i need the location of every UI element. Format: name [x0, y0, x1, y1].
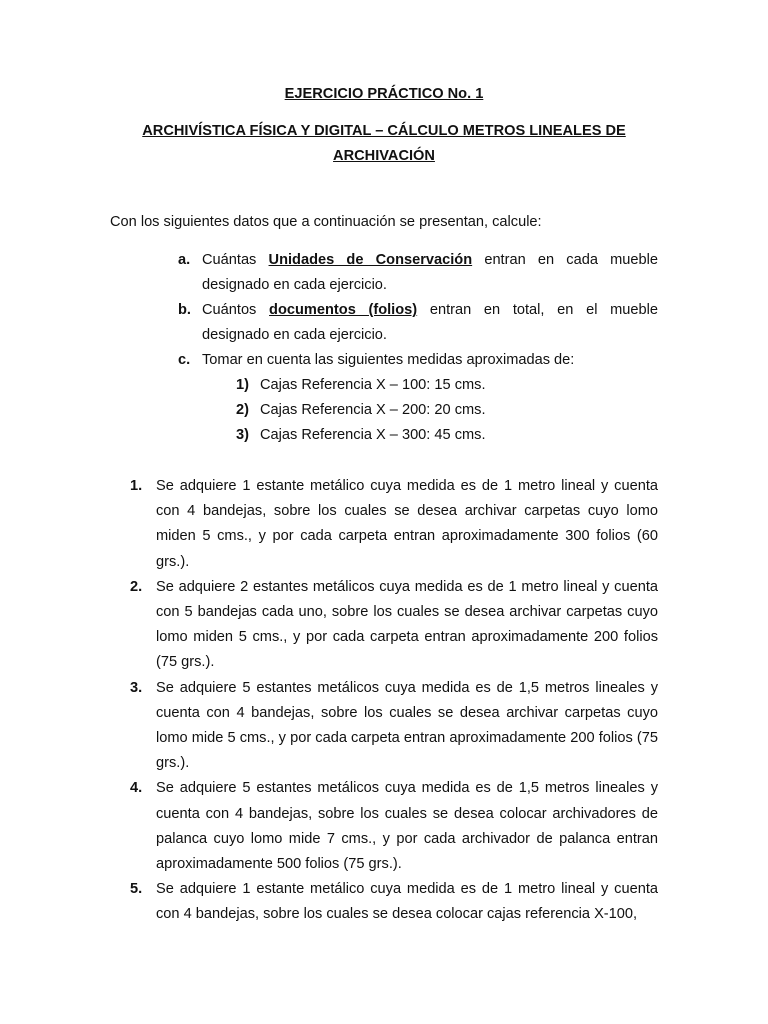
item-emphasis: Unidades de Conservación	[268, 252, 473, 268]
measure-item	[236, 373, 658, 398]
document-title: EJERCICIO PRÁCTICO No. 1	[284, 86, 484, 102]
instruction-item	[178, 248, 658, 298]
item-marker: 2.	[130, 578, 143, 595]
item-text: Se adquiere 5 estantes metálicos cuya medida es de 1,5 metros lineales y cuenta con 4 bandejas, sobre los cuales se desea colocar archivadores de palanca cuyo lomo mide 7 cms., y por cada archivador de palanca entran aproximadamente 500 folios (75 grs.).	[156, 780, 658, 873]
item-marker: 2)	[236, 402, 249, 418]
item-text: Cajas Referencia X – 200: 20 cms.	[260, 402, 486, 418]
measure-item	[236, 398, 658, 423]
item-text: Cajas Referencia X – 300: 45 cms.	[260, 427, 486, 443]
exercise-item	[130, 575, 658, 676]
item-marker: b.	[178, 302, 191, 318]
item-text: Cajas Referencia X – 100: 15 cms.	[260, 377, 486, 393]
exercises-list	[130, 474, 658, 928]
item-marker: 5.	[130, 881, 143, 898]
item-marker: 1)	[236, 377, 249, 393]
exercise-item	[130, 776, 658, 877]
item-marker: 4.	[130, 780, 143, 797]
measure-item	[236, 423, 658, 448]
item-text: Cuántas	[202, 252, 269, 268]
intro-paragraph: Con los siguientes datos que a continuación se presentan, calcule:	[110, 214, 542, 230]
exercise-item	[130, 877, 658, 927]
item-text: entran en total, en el mueble designado en cada ejercicio.	[202, 302, 658, 343]
item-marker: 3)	[236, 427, 249, 443]
item-text: Se adquiere 2 estantes metálicos cuya medida es de 1 metro lineal y cuenta con 5 bandejas cada uno, sobre los cuales se desea archivar carpetas cuyo lomo miden 5 cms., y por cada carpeta entran aproximadamente 200 folios (75 grs.).	[156, 578, 658, 671]
item-text: entran en cada mueble designado en cada ejercicio.	[202, 252, 658, 293]
item-marker: a.	[178, 252, 191, 268]
item-text: Cuántos	[202, 302, 270, 318]
item-marker: c.	[178, 352, 191, 368]
item-marker: 1.	[130, 478, 143, 494]
item-marker: 3.	[130, 679, 143, 696]
instruction-item	[178, 298, 658, 348]
item-text: Se adquiere 5 estantes metálicos cuya medida es de 1,5 metros lineales y cuenta con 4 bandejas, sobre los cuales se desea archivar carpetas cuyo lomo mide 5 cms., y por cada carpeta entran aproximadamente 200 folios (75 grs.).	[156, 679, 658, 772]
item-text: Se adquiere 1 estante metálico cuya medida es de 1 metro lineal y cuenta con 4 bandejas, sobre los cuales se desea colocar cajas referencia X-100,	[156, 881, 658, 923]
item-emphasis: documentos (folios)	[269, 302, 418, 318]
measures-list	[202, 373, 658, 448]
document-subtitle: ARCHIVÍSTICA FÍSICA Y DIGITAL – CÁLCULO METROS LINEALES DE ARCHIVACIÓN	[142, 123, 626, 164]
instructions-list	[178, 248, 658, 448]
instruction-item	[178, 348, 658, 448]
exercise-item	[130, 676, 658, 777]
item-text: Se adquiere 1 estante metálico cuya medida es de 1 metro lineal y cuenta con 4 bandejas, sobre los cuales se desea archivar carpetas cuyo lomo miden 5 cms., y por cada carpeta entran aproximadamente 300 folios (60 grs.).	[156, 478, 658, 570]
exercise-item	[130, 474, 658, 575]
item-text: Tomar en cuenta las siguientes medidas aproximadas de:	[202, 352, 575, 368]
